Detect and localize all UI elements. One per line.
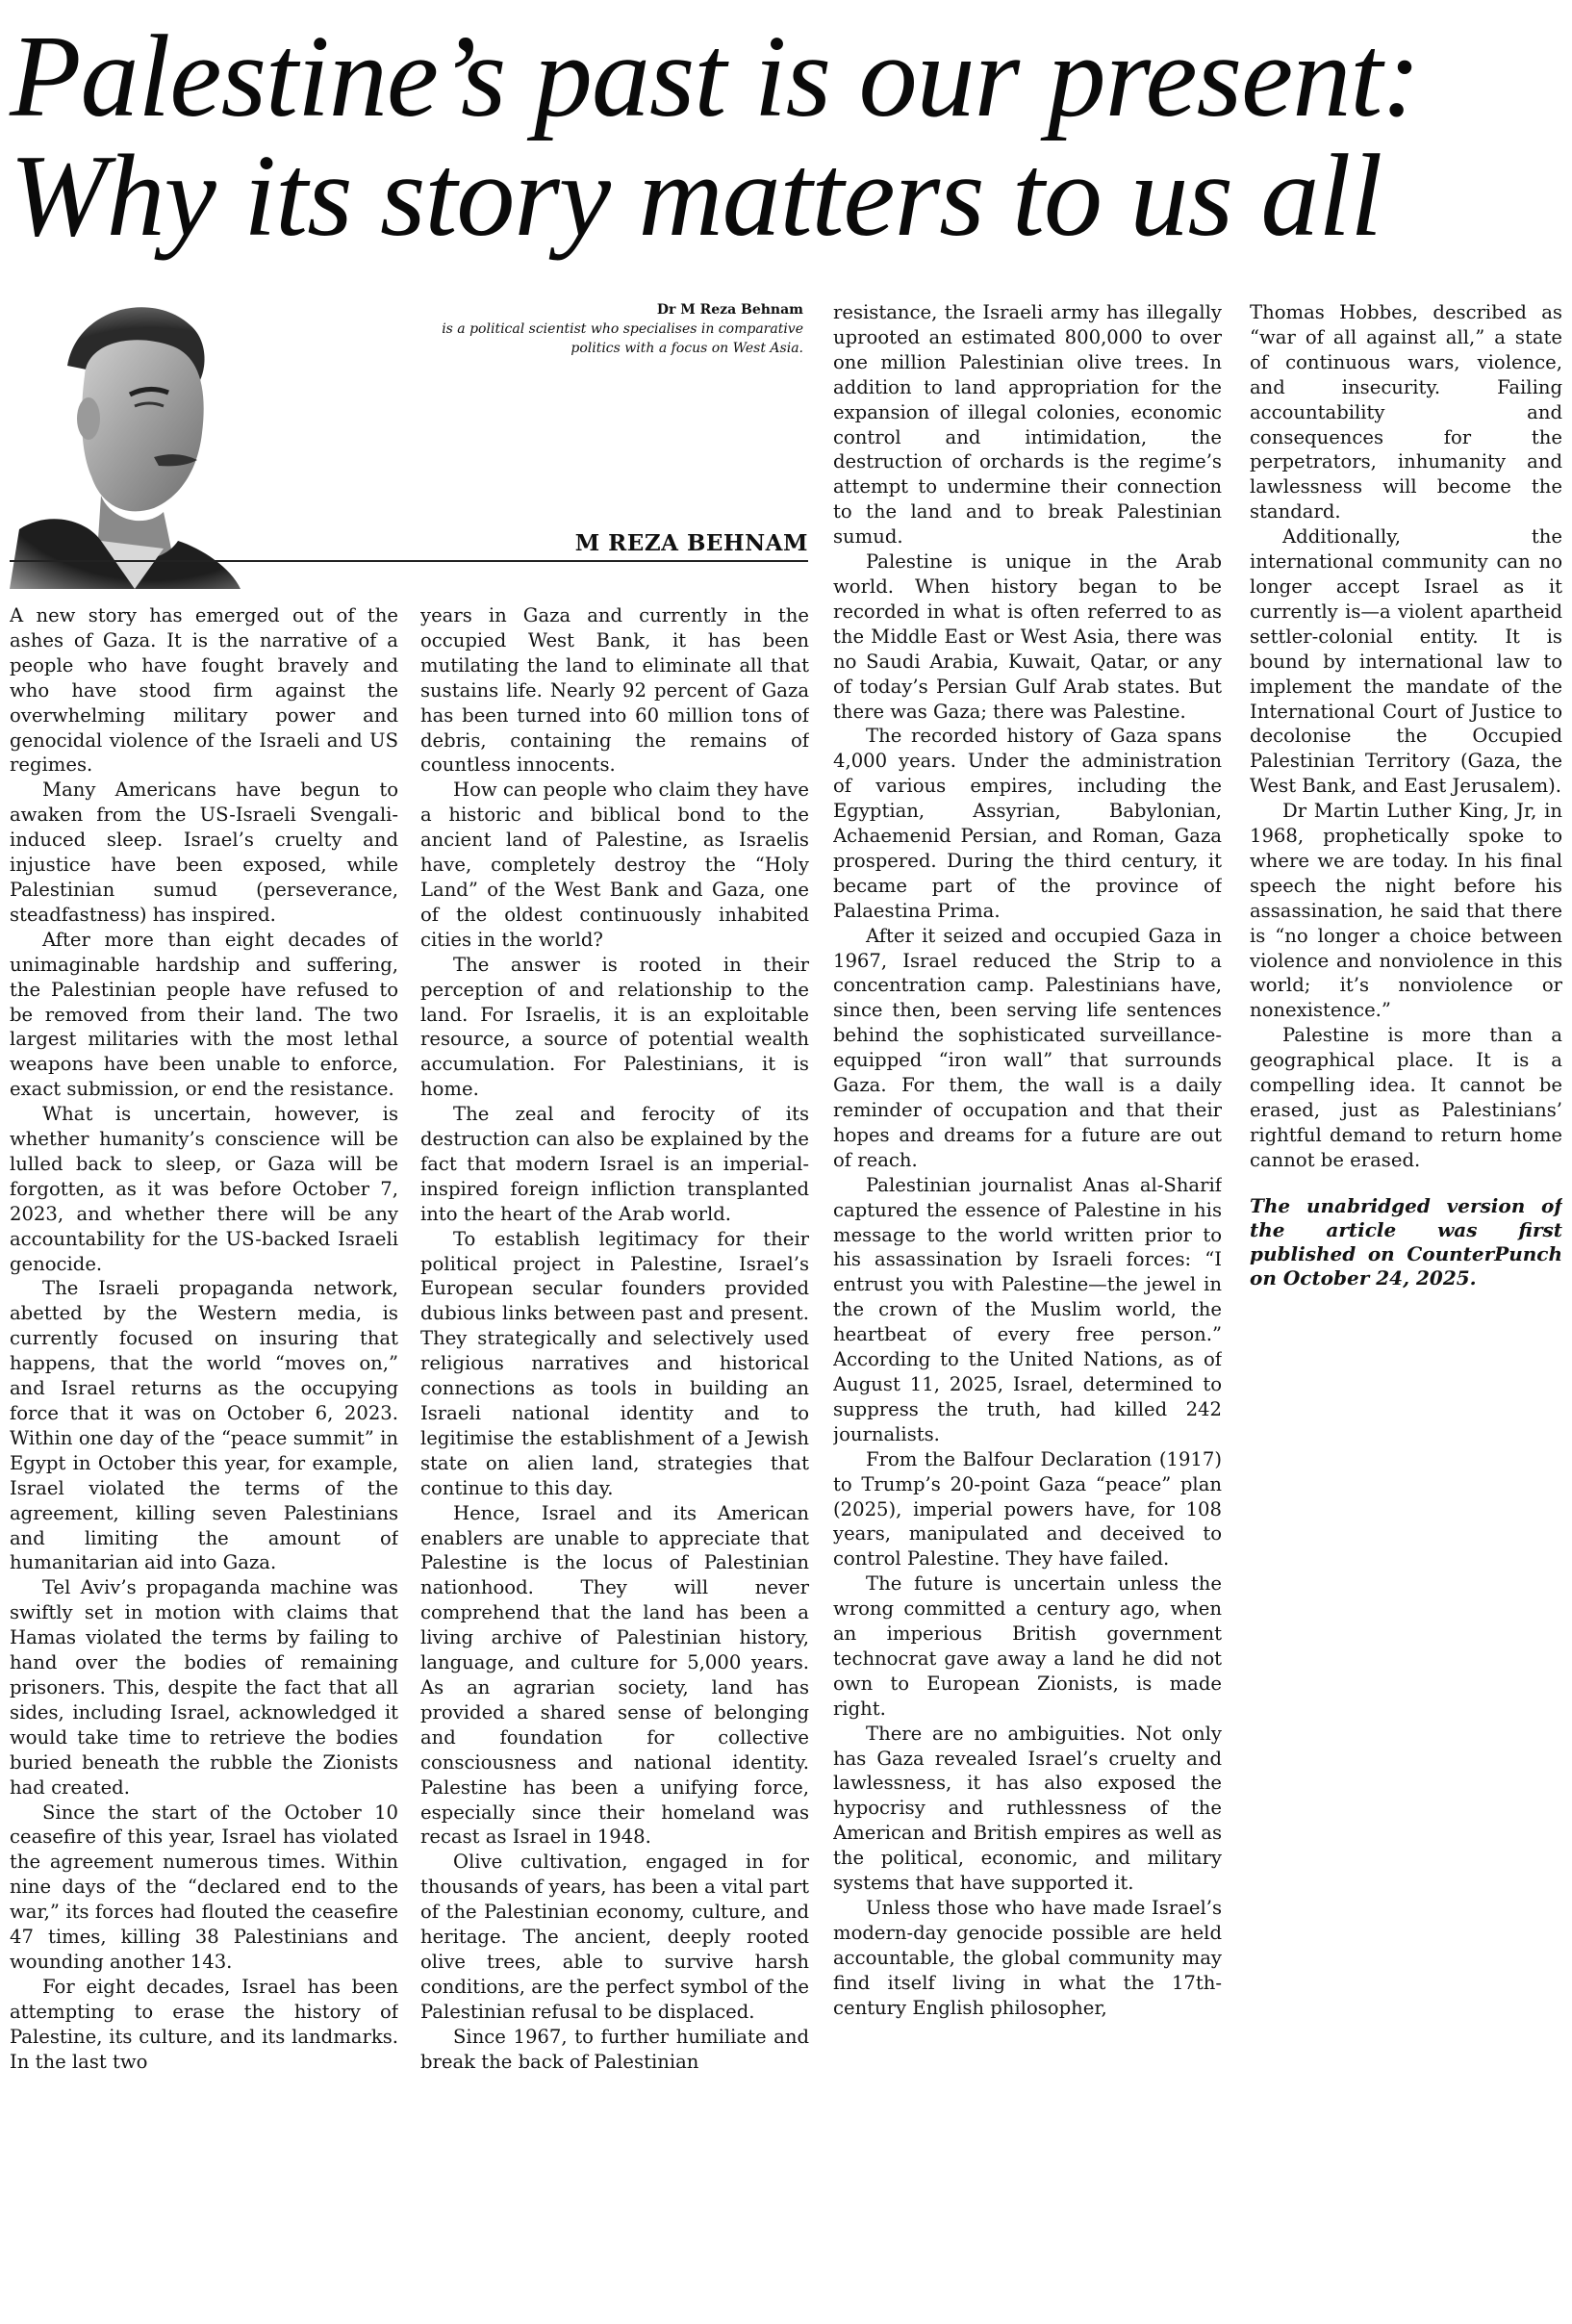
- paragraph: Palestine is unique in the Arab world. When history began to be recorded in what is often referred to as the Middle East or West Asia, there was no Saudi Arabia, Kuwait, Qatar, or any of today’s Persian Gulf Arab states. But there was Gaza; there was Palestine.: [833, 550, 1222, 723]
- paragraph: The recorded history of Gaza spans 4,000 years. Under the administration of various empires, including the Egyptian, Assyrian, Babylonian, Achaemenid Persian, and Roman, Gaza prospered. During the third century, it became part of the province of Palaestina Prima.: [833, 725, 1222, 922]
- paragraph: Tel Aviv’s propaganda machine was swiftly set in motion with claims that Hamas violated the terms by failing to hand over the bodies of remaining prisoners. This, despite the fact that all sides, including Israel, acknowledged it would take time to retrieve the bodies buried beneath the rubble the Zionists had created.: [10, 1576, 398, 1799]
- paragraph: After it seized and occupied Gaza in 1967, Israel reduced the Strip to a concentration camp. Palestinians have, since then, been serving life sentences behind the sophisticated surveillance-equipped “iron wall” that surrounds Gaza. For them, the wall is a daily reminder of occupation and that their hopes and dreams for a future are out of reach.: [833, 924, 1222, 1171]
- paragraph: For eight decades, Israel has been attempting to erase the history of Palestine, its culture, and its landmarks. In the last two: [10, 1975, 398, 2073]
- paragraph: Many Americans have begun to awaken from the US-Israeli Svengali-induced sleep. Israel’s cruelty and injustice have been exposed, while Palestinian sumud (perseverance, steadfastness) has inspired.: [10, 779, 398, 926]
- author-name: M REZA BEHNAM: [574, 530, 808, 556]
- article-column-4: [1250, 300, 1562, 1455]
- paragraph: There are no ambiguities. Not only has Gaza revealed Israel’s cruelty and lawlessness, it has also exposed the hypocrisy and ruthlessness of the American and British empires as well as the political, economic, and military systems that have supported it.: [833, 1722, 1222, 1895]
- paragraph: Palestinian journalist Anas al-Sharif captured the essence of Palestine in his message to the world written prior to his assassination by Israeli forces: “I entrust you with Palestine—the jewel in the crown of the Muslim world, the heartbeat of every free person.” According to the United Nations, as of August 11, 2025, Israel, determined to suppress the truth, had killed 242 journalists.: [833, 1173, 1222, 1445]
- paragraph: The Israeli propaganda network, abetted by the Western media, is currently focused on insuring that happens, that the world “moves on,” and Israel returns as the occupying force that it was on October 6, 2023. Within one day of the “peace summit” in Egypt in October this year, for example, Israel violated the terms of the agreement, killing seven Palestinians and limiting the amount of humanitarian aid into Gaza.: [10, 1277, 398, 1574]
- paragraph: resistance, the Israeli army has illegally uprooted an estimated 800,000 to over one million Palestinian olive trees. In addition to land appropriation for the expansion of illegal colonies, economic control and intimidation, the destruction of orchards is the regime’s attempt to undermine their connection to the land and to break Palestinian sumud.: [833, 301, 1222, 549]
- paragraph: The future is uncertain unless the wrong committed a century ago, when an imperious British government technocrat gave away a land he did not own to European Zionists, is made right.: [833, 1572, 1222, 1720]
- paragraph: How can people who claim they have a historic and biblical bond to the ancient land of Palestine, as Israelis have, completely destroy the “Holy Land” of the West Bank and Gaza, one of the oldest continuously inhabited cities in the world?: [420, 779, 809, 951]
- paragraph: After more than eight decades of unimaginable hardship and suffering, the Palestinian people have refused to be removed from their land. The two largest militaries with the most lethal weapons have been unable to enforce, exact submission, or end the resistance.: [10, 928, 398, 1101]
- paragraph: Since 1967, to further humiliate and break the back of Palestinian: [420, 2025, 809, 2073]
- paragraph: What is uncertain, however, is whether humanity’s conscience will be lulled back to sleep, or Gaza will be forgotten, as it was before October 7, 2023, and whether there will be any accountability for the US-backed Israeli genocide.: [10, 1103, 398, 1275]
- paragraph: From the Balfour Declaration (1917) to Trump’s 20-point Gaza “peace” plan (2025), imperial powers have, for 108 years, manipulated and deceived to control Palestine. They have failed.: [833, 1447, 1222, 1571]
- headline-line-1: Palestine’s past is our present:: [10, 12, 1420, 141]
- article-column-2: [420, 603, 809, 2321]
- byline-description: is a political scientist who specialises in comparative politics with a focus on West Asia.: [442, 321, 803, 356]
- headline: [10, 12, 1562, 261]
- article-column-3: [833, 300, 1222, 2321]
- article-column-1: [10, 603, 398, 2321]
- byline-name: Dr M Reza Behnam: [656, 302, 803, 318]
- byline-box: [423, 300, 803, 358]
- paragraph: years in Gaza and currently in the occupied West Bank, it has been mutilating the land to eliminate all that sustains life. Nearly 92 percent of Gaza has been turned into 60 million tons of debris, containing the remains of countless innocents.: [420, 604, 809, 777]
- paragraph: Additionally, the international community can no longer accept Israel as it currently is—a violent apartheid settler-colonial entity. It is bound by international law to implement the mandate of the International Court of Justice to decolonise the Occupied Palestinian Territory (Gaza, the West Bank, and East Jerusalem).: [1250, 525, 1562, 798]
- paragraph: Dr Martin Luther King, Jr, in 1968, prophetically spoke to where we are today. In his final speech the night before his assassination, he said that there is “no longer a choice between violence and nonviolence in this world; it’s nonviolence or nonexistence.”: [1250, 800, 1562, 1022]
- paragraph: Unless those who have made Israel’s modern-day genocide possible are held accountable, the global community may find itself living in what the 17th-century English philosopher,: [833, 1897, 1222, 2019]
- paragraph: The zeal and ferocity of its destruction can also be explained by the fact that modern Israel is an imperial-inspired foreign infliction transplanted into the heart of the Arab world.: [420, 1103, 809, 1225]
- publication-note: The unabridged version of the article was first published on CounterPunch on October 24, 2025.: [1250, 1193, 1562, 1290]
- paragraph: Olive cultivation, engaged in for thousands of years, has been a vital part of the Palestinian economy, culture, and heritage. The ancient, deeply rooted olive trees, able to survive harsh conditions, are the perfect symbol of the Palestinian refusal to be displaced.: [420, 1851, 809, 2023]
- paragraph: The answer is rooted in their perception of and relationship to the land. For Israelis, it is an exploitable resource, a source of potential wealth accumulation. For Palestinians, it is home.: [420, 953, 809, 1101]
- paragraph: Thomas Hobbes, described as “war of all against all,” a state of continuous wars, violence, and insecurity. Failing accountability and consequences for the perpetrators, inhumanity and lawlessness will become the standard.: [1250, 301, 1562, 524]
- author-bar: [10, 524, 808, 562]
- paragraph: A new story has emerged out of the ashes of Gaza. It is the narrative of a people who have fought bravely and who have stood firm against the overwhelming military power and genocidal violence of the Israeli and US regimes.: [10, 604, 398, 777]
- paragraph: To establish legitimacy for their political project in Palestine, Israel’s European secular founders provided dubious links between past and present. They strategically and selectively used religious narratives and historical connections as tools in building an Israeli national identity and to legitimise the establishment of a Jewish state on alien land, strategies that continue to this day.: [420, 1227, 809, 1499]
- headline-line-2: Why its story matters to us all: [10, 131, 1382, 261]
- paragraph: Hence, Israel and its American enablers are unable to appreciate that Palestine is the locus of Palestinian nationhood. They will never comprehend that the land has been a living archive of Palestinian history, language, and culture for 5,000 years. As an agrarian society, land has provided a shared sense of belonging and foundation for collective consciousness and national identity. Palestine has been a unifying force, especially since their homeland was recast as Israel in 1948.: [420, 1501, 809, 1849]
- paragraph: Palestine is more than a geographical place. It is a compelling idea. It cannot be erased, just as Palestinians’ rightful demand to return home cannot be erased.: [1250, 1024, 1562, 1171]
- paragraph: Since the start of the October 10 ceasefire of this year, Israel has violated the agreement numerous times. Within nine days of the “declared end to the war,” its forces had flouted the ceasefire 47 times, killing 38 Palestinians and wounding another 143.: [10, 1800, 398, 1973]
